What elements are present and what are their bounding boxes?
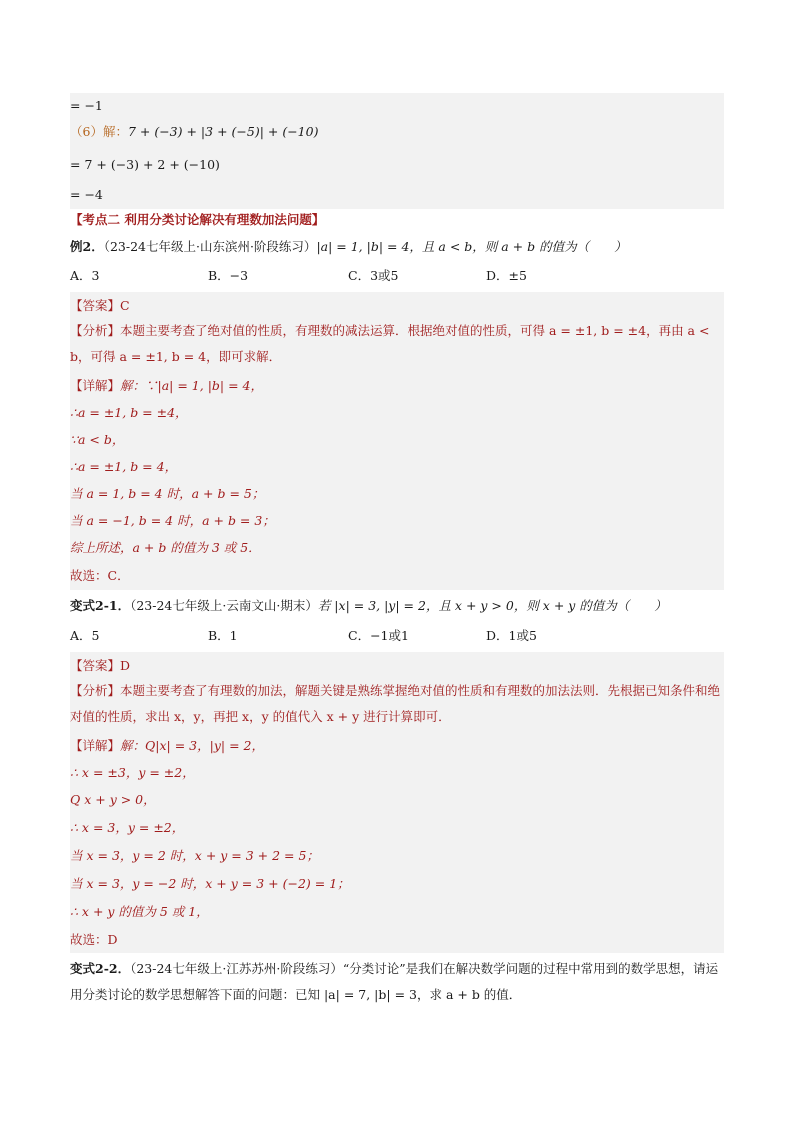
solution-line-2-prefix: （6）解： (70, 124, 128, 139)
variation-2-1-source: （23-24七年级上·云南文山·期末） (130, 598, 318, 613)
variation-2-1-analysis-text: 本题主要考查了有理数的加法，解题关键是熟练掌握绝对值的性质和有理数的加法法则．先根据已知条件和绝对值的性质，求出 x，y，再把 x，y 的值代入 x + y 进行计算即可． (70, 683, 721, 724)
variation-2-1-answer (70, 652, 130, 680)
example-2-analysis-tag: 【分析】 (70, 323, 121, 338)
example-2-answer (70, 292, 130, 320)
variation-2-1-detail-3: Q x + y > 0， (70, 792, 156, 807)
variation-2-2-stem (70, 956, 724, 1008)
example-2-detail-6: 当 a = −1, b = 4 时，a + b = 3； (70, 513, 275, 528)
variation-2-1-detail-7: ∴ x + y 的值为 5 或 1， (70, 904, 209, 919)
solution-line-4: = −4 (70, 187, 103, 202)
example-2-option-a: A．3 (70, 268, 100, 283)
variation-2-1-label: 变式2-1． (70, 598, 131, 613)
solution-line-2-expr: 7 + (−3) + |3 + (−5)| + (−10) (127, 124, 319, 139)
variation-2-1-option-a: A．5 (70, 628, 100, 643)
variation-2-1-options (70, 622, 724, 650)
solution-line-3: = 7 + (−3) + 2 + (−10) (70, 157, 220, 172)
example-2-answer-tag: 【答案】 (70, 298, 121, 313)
example-2-detail-1-text: 解：∵|a| = 1, |b| = 4， (120, 378, 264, 393)
solution-line-1: = −1 (70, 98, 103, 113)
variation-2-1-analysis (70, 678, 724, 730)
variation-2-1-option-d: D．1或5 (486, 628, 537, 643)
example-2-options (70, 262, 724, 290)
variation-2-1-detail-tag: 【详解】 (70, 738, 121, 753)
variation-2-1-detail-1-text: 解：Q|x| = 3，|y| = 2， (120, 738, 264, 753)
variation-2-1-detail-2: ∴ x = ±3，y = ±2， (70, 765, 195, 780)
example-2-source: （23-24七年级上·山东滨州·阶段练习） (103, 239, 317, 254)
variation-2-1-detail-5: 当 x = 3，y = 2 时，x + y = 3 + 2 = 5； (70, 848, 319, 863)
example-2-detail-3: ∵a < b， (70, 432, 125, 447)
example-2-analysis-text: 本题主要考查了绝对值的性质，有理数的减法运算．根据绝对值的性质，可得 a = ±1, b = ±4，再由 a < b，可得 a = ±1, b = 4，即可求解． (70, 323, 710, 364)
variation-2-2-label: 变式2-2． (70, 961, 131, 976)
variation-2-1-answer-value: D (120, 658, 131, 673)
variation-2-1-stem-line (70, 592, 667, 620)
variation-2-1-detail-4: ∴ x = 3，y = ±2， (70, 820, 185, 835)
variation-2-2-text: “分类讨论”是我们在解决数学问题的过程中常用到的数学思想，请运用分类讨论的数学思想解答下面的问题：已知 |a| = 7, |b| = 3，求 a + b 的值． (70, 961, 719, 1002)
variation-2-1-detail-1 (70, 732, 264, 760)
example-2-option-c: C．3或5 (348, 268, 399, 283)
example-2-detail-8: 故选：C． (70, 568, 130, 583)
variation-2-1-answer-tag: 【答案】 (70, 658, 121, 673)
variation-2-1-option-c: C．−1或1 (348, 628, 409, 643)
example-2-detail-1 (70, 372, 263, 400)
example-2-stem-line (70, 233, 627, 261)
variation-2-1-analysis-tag: 【分析】 (70, 683, 121, 698)
example-2-detail-4: ∴a = ±1, b = 4， (70, 459, 178, 474)
variation-2-1-stem: 若 |x| = 3, |y| = 2，且 x + y > 0，则 x + y 的值为（ ） (317, 598, 667, 613)
example-2-option-b: B．−3 (208, 268, 249, 283)
example-2-analysis (70, 318, 724, 370)
variation-2-1-detail-6: 当 x = 3，y = −2 时，x + y = 3 + (−2) = 1； (70, 876, 350, 891)
section-title: 【考点二 利用分类讨论解决有理数加法问题】 (70, 212, 325, 227)
variation-2-1-option-b: B．1 (208, 628, 238, 643)
solution-line-2 (70, 118, 318, 146)
example-2-answer-value: C (120, 298, 130, 313)
example-2-detail-5: 当 a = 1, b = 4 时，a + b = 5； (70, 486, 265, 501)
variation-2-2-source: （23-24七年级上·江苏苏州·阶段练习） (130, 961, 343, 976)
example-2-detail-tag: 【详解】 (70, 378, 121, 393)
example-2-stem: |a| = 1, |b| = 4，且 a < b，则 a + b 的值为（ ） (316, 239, 627, 254)
example-2-option-d: D．±5 (486, 268, 527, 283)
variation-2-1-detail-8: 故选：D (70, 932, 118, 947)
example-2-label: 例2． (70, 239, 104, 254)
example-2-detail-7: 综上所述，a + b 的值为 3 或 5． (70, 540, 261, 555)
example-2-detail-2: ∴a = ±1, b = ±4， (70, 405, 188, 420)
